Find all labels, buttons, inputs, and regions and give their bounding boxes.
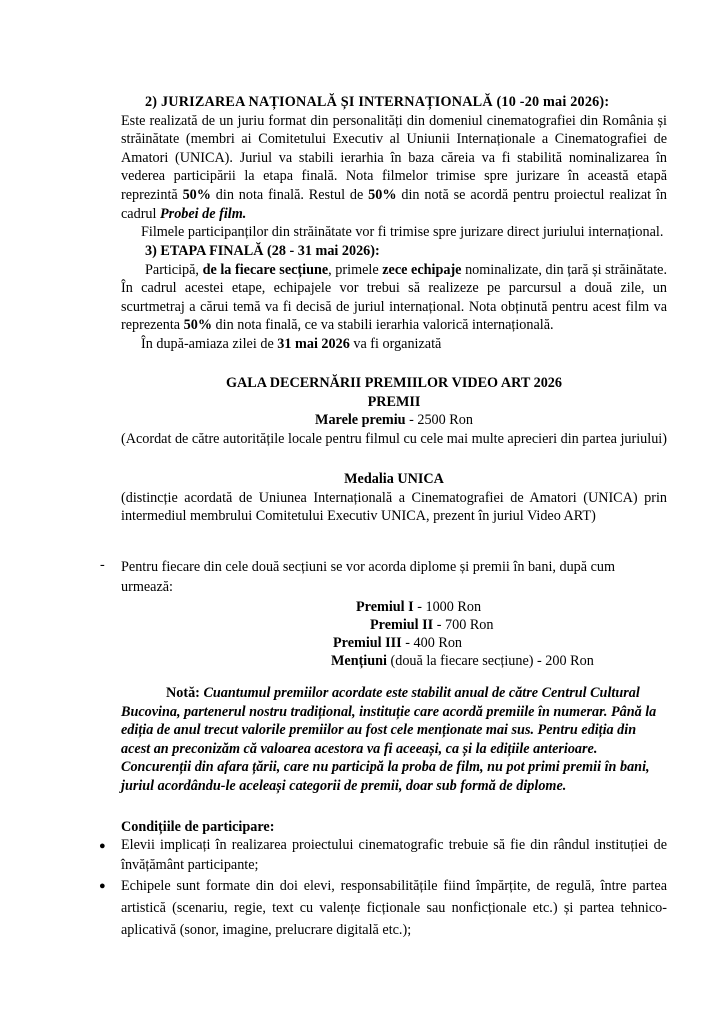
section-3-paragraph-2: [121, 335, 667, 354]
section-3-paragraph-1: [121, 261, 667, 335]
bold-run: 50%: [183, 317, 212, 334]
prize-1: [356, 598, 481, 617]
section-3-heading: 3) ETAPA FINALĂ (28 - 31 mai 2026):: [145, 243, 380, 259]
gala-premii: PREMII: [367, 393, 421, 410]
prize-2: [370, 616, 493, 635]
text-run: În după-amiaza zilei de: [141, 335, 278, 352]
text-run: Participă,: [145, 261, 203, 278]
prize-3-value: - 400 Ron: [401, 635, 463, 651]
section-2-paragraph-1: [121, 112, 667, 224]
medal-title: Medalia UNICA: [344, 471, 444, 487]
prize-2-value: - 700 Ron: [433, 617, 494, 633]
bold-run: de la fiecare secțiune: [202, 261, 329, 278]
nota-paragraph: [121, 684, 667, 796]
text-run: nominalizate, din țară și străinătate. În cadrul acestei etape, echipajele vor trebui să realizeze pe parcursul a două zile, un scurtmetraj a cărui temă va fi decisă de juriul internațional. Nota obținută pentru acest film va reprezenta: [121, 261, 667, 334]
text-run: din nota finală, ce va stabili ierarhia valorică internațională.: [212, 317, 554, 334]
prize-3-label: Premiul III: [333, 635, 402, 651]
prize-mentions-label: Mențiuni: [331, 653, 387, 669]
gala-title: GALA DECERNĂRII PREMIILOR VIDEO ART 2026: [226, 375, 562, 391]
grand-prize-value: - 2500 Ron: [405, 412, 473, 429]
condition-item-2: Echipele sunt formate din doi elevi, responsabilitățile fiind împărțite, de regulă, între partea artistică (scenariu, regie, text cu valențe ficționale sau nonficționale etc.) și partea tehnico-aplicativă (sonor, imagine, prelucrare digitală etc.);: [121, 878, 667, 938]
prize-mentions: [331, 652, 594, 671]
bold-run: 31 mai 2026: [277, 335, 350, 352]
section-3: [121, 242, 667, 354]
prizes-intro: Pentru fiecare din cele două secțiuni se vor acorda diplome și premii în bani, după cum urmează:: [121, 559, 616, 595]
grand-prize-line: [121, 411, 667, 430]
conditions-heading: [121, 818, 667, 837]
bold-run: zece echipaje: [382, 261, 462, 278]
gala-section: [121, 374, 667, 448]
condition-item-1: Elevii implicați în realizarea proiectului cinematografic trebuie să fie din rândul instituției de învățământ participante;: [121, 837, 667, 873]
nota-label: Notă:: [166, 685, 200, 701]
bullet-icon: ●: [99, 840, 106, 852]
text-run: , primele: [328, 261, 383, 278]
medal-section: [121, 470, 667, 526]
bold-run: 50%: [368, 186, 397, 203]
medal-note: (distincție acordată de Uniunea Internațională a Cinematografiei de Amatori (UNICA) prin intermediul membrului Comitetului Executiv UNICA, prezent în juriul Video ART): [121, 489, 667, 525]
section-2-paragraph-2: Filmele participanților din străinătate vor fi trimise spre jurizare direct juriului internațional.: [141, 224, 664, 241]
text-run: Este realizată de un juriu format din personalități din domeniul cinematografiei din România și străinătate (membri ai Comitetului Executiv al Uniunii Internaționale a Cinematografiei de Amatori (UNICA). Juriul va stabili ierarhia în baza căreia va fi stabilită nominalizarea în vederea participării la etapa finală. Nota filmelor trimise spre jurizare în această etapă reprezintă: [121, 112, 667, 203]
section-2: [121, 93, 667, 242]
list-dash: -: [100, 557, 105, 573]
prize-mentions-value: (două la fiecare secțiune) - 200 Ron: [386, 653, 594, 669]
bold-run: 50%: [182, 186, 211, 203]
section-2-heading: 2) JURIZAREA NAȚIONALĂ ȘI INTERNAȚIONALĂ (10 -20 mai 2026):: [145, 94, 610, 110]
text-run: din notă se acordă pentru proiectul realizat în cadrul: [121, 186, 667, 222]
text-run: din nota finală. Restul de: [210, 186, 369, 203]
nota-section: [121, 684, 667, 796]
prize-1-label: Premiul I: [356, 599, 414, 615]
text-run: va fi organizată: [349, 335, 442, 352]
prize-3: [333, 634, 462, 653]
bold-italic-run: Probei de film.: [160, 205, 247, 222]
nota-text: Cuantumul premiilor acordate este stabilit anual de către Centrul Cultural Bucovina, partenerul nostru tradițional, instituție care acordă premiile în numerar. Până la ediția de anul trecut valorile premiilor au fost cele menționate mai sus. Pentru ediția din acest an preconizăm că valoarea acestora va fi aceeași, ca și la edițiile anterioare. Concurenții din afara țării, care nu participă la proba de film, nu pot primi premii în bani, juriul acordându-le aceleași categorii de premii, doar sub formă de diplome.: [121, 685, 657, 794]
prize-2-label: Premiul II: [370, 617, 434, 633]
bullet-icon: ●: [99, 880, 106, 892]
grand-prize-label: Marele premiu: [315, 412, 406, 429]
conditions-heading-text: Condițiile de participare:: [121, 819, 275, 835]
grand-prize-note: (Acordat de către autoritățile locale pentru filmul cu cele mai multe aprecieri din partea juriului): [121, 430, 667, 447]
prize-1-value: - 1000 Ron: [413, 599, 482, 615]
